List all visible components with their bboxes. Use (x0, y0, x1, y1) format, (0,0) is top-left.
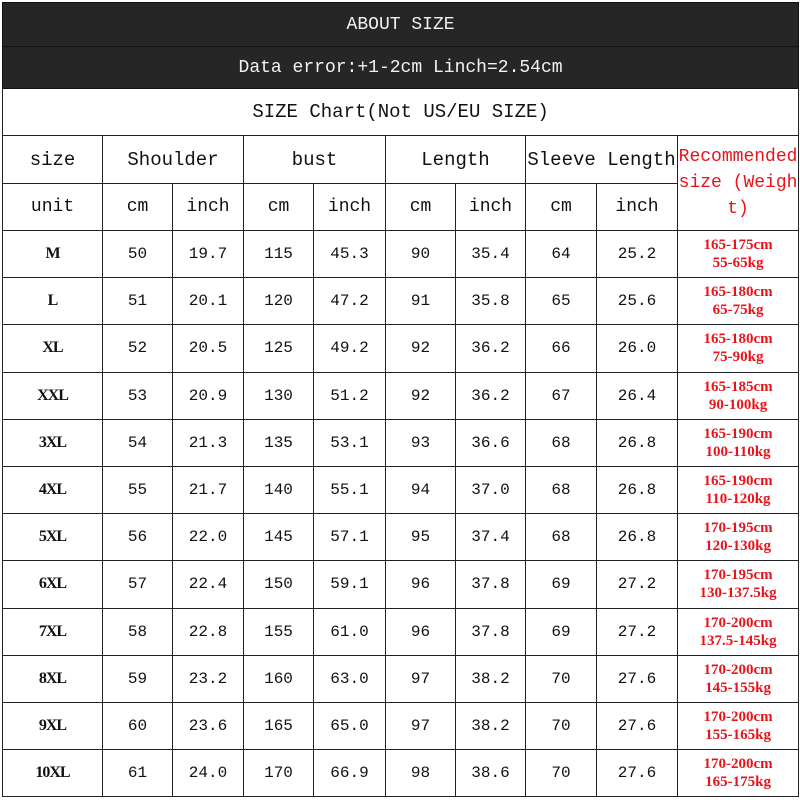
shoulder-cm-cell: 50 (103, 231, 173, 278)
length-inch-cell: 37.0 (456, 466, 526, 513)
recommended-cell (678, 466, 799, 513)
sleeve-inch-cell: 26.8 (597, 466, 678, 513)
size-cell: 7XL (3, 608, 103, 655)
shoulder-inch-cell: 23.2 (173, 655, 244, 702)
table-row (3, 655, 799, 702)
recommended-weight: 120-130kg (705, 538, 771, 555)
sleeve-inch-cell: 27.2 (597, 608, 678, 655)
bust-inch-cell: 49.2 (314, 325, 386, 372)
length-inch-cell: 38.2 (456, 655, 526, 702)
recommended-weight: 75-90kg (712, 349, 764, 366)
shoulder-cm-cell: 56 (103, 514, 173, 561)
recommended-cell (678, 750, 799, 797)
recommended-weight: 165-175kg (705, 774, 771, 791)
length-inch-cell: 36.2 (456, 325, 526, 372)
bust-inch-cell: 61.0 (314, 608, 386, 655)
sleeve-inch-cell: 26.0 (597, 325, 678, 372)
bust-inch-cell: 51.2 (314, 372, 386, 419)
unit-shoulder-cm: cm (103, 184, 173, 231)
sleeve-inch-cell: 27.2 (597, 561, 678, 608)
length-cm-cell: 96 (386, 561, 456, 608)
bust-cm-cell: 170 (244, 750, 314, 797)
table-row (3, 372, 799, 419)
bust-inch-cell: 65.0 (314, 702, 386, 749)
length-cm-cell: 95 (386, 514, 456, 561)
recommended-cell (678, 278, 799, 325)
recommended-cell (678, 372, 799, 419)
shoulder-cm-cell: 54 (103, 419, 173, 466)
recommended-cell (678, 655, 799, 702)
shoulder-cm-cell: 51 (103, 278, 173, 325)
size-cell: 9XL (3, 702, 103, 749)
unit-sleeve-cm: cm (526, 184, 597, 231)
recommended-height: 165-180cm (703, 284, 773, 301)
sleeve-inch-cell: 25.2 (597, 231, 678, 278)
size-cell: XL (3, 325, 103, 372)
recommended-weight: 55-65kg (712, 255, 764, 272)
recommended-cell (678, 419, 799, 466)
sleeve-inch-cell: 25.6 (597, 278, 678, 325)
size-table (2, 2, 799, 797)
recommended-cell (678, 702, 799, 749)
recommended-weight: 100-110kg (705, 443, 771, 460)
table-row (3, 750, 799, 797)
title-band (3, 3, 799, 47)
bust-cm-cell: 165 (244, 702, 314, 749)
shoulder-inch-cell: 22.8 (173, 608, 244, 655)
shoulder-inch-cell: 21.7 (173, 466, 244, 513)
header-row-groups (3, 136, 799, 184)
shoulder-cm-cell: 61 (103, 750, 173, 797)
shoulder-cm-cell: 59 (103, 655, 173, 702)
bust-cm-cell: 130 (244, 372, 314, 419)
size-cell: L (3, 278, 103, 325)
shoulder-inch-cell: 20.5 (173, 325, 244, 372)
size-cell: 5XL (3, 514, 103, 561)
header-bust: bust (244, 136, 386, 184)
shoulder-cm-cell: 60 (103, 702, 173, 749)
unit-length-inch: inch (456, 184, 526, 231)
note-band (3, 47, 799, 89)
recommended-cell (678, 325, 799, 372)
unit-bust-inch: inch (314, 184, 386, 231)
shoulder-inch-cell: 22.4 (173, 561, 244, 608)
data-error-note: Data error:+1-2cm Linch=2.54cm (3, 47, 799, 89)
length-inch-cell: 37.8 (456, 561, 526, 608)
size-cell: 3XL (3, 419, 103, 466)
sleeve-cm-cell: 69 (526, 608, 597, 655)
recommended-cell (678, 561, 799, 608)
sleeve-cm-cell: 66 (526, 325, 597, 372)
sleeve-cm-cell: 67 (526, 372, 597, 419)
size-chart (2, 2, 798, 797)
length-cm-cell: 98 (386, 750, 456, 797)
header-length: Length (386, 136, 526, 184)
sleeve-cm-cell: 70 (526, 750, 597, 797)
bust-cm-cell: 125 (244, 325, 314, 372)
shoulder-cm-cell: 57 (103, 561, 173, 608)
sleeve-cm-cell: 65 (526, 278, 597, 325)
chart-title-band (3, 89, 799, 136)
sleeve-cm-cell: 68 (526, 514, 597, 561)
sleeve-inch-cell: 27.6 (597, 702, 678, 749)
sleeve-cm-cell: 64 (526, 231, 597, 278)
size-cell: XXL (3, 372, 103, 419)
recommended-cell (678, 514, 799, 561)
size-cell: 4XL (3, 466, 103, 513)
recommended-weight: 137.5-145kg (699, 632, 777, 649)
bust-inch-cell: 59.1 (314, 561, 386, 608)
shoulder-inch-cell: 21.3 (173, 419, 244, 466)
length-inch-cell: 37.8 (456, 608, 526, 655)
header-recommended-size: Recommended size (Weight) (678, 136, 799, 231)
recommended-weight: 90-100kg (708, 396, 768, 413)
shoulder-cm-cell: 53 (103, 372, 173, 419)
unit-sleeve-inch: inch (597, 184, 678, 231)
table-row (3, 702, 799, 749)
shoulder-cm-cell: 52 (103, 325, 173, 372)
header-size: size (3, 136, 103, 184)
recommended-height: 170-200cm (703, 614, 773, 631)
sleeve-cm-cell: 68 (526, 466, 597, 513)
unit-shoulder-inch: inch (173, 184, 244, 231)
length-cm-cell: 93 (386, 419, 456, 466)
shoulder-inch-cell: 20.9 (173, 372, 244, 419)
recommended-height: 170-200cm (703, 756, 773, 773)
bust-inch-cell: 63.0 (314, 655, 386, 702)
size-cell: 8XL (3, 655, 103, 702)
length-inch-cell: 38.2 (456, 702, 526, 749)
bust-cm-cell: 120 (244, 278, 314, 325)
sleeve-inch-cell: 26.8 (597, 514, 678, 561)
table-row (3, 514, 799, 561)
header-sleeve-length: Sleeve Length (526, 136, 678, 184)
sleeve-cm-cell: 70 (526, 702, 597, 749)
recommended-cell (678, 608, 799, 655)
bust-inch-cell: 55.1 (314, 466, 386, 513)
recommended-height: 170-200cm (703, 661, 773, 678)
length-inch-cell: 35.4 (456, 231, 526, 278)
recommended-cell (678, 231, 799, 278)
length-cm-cell: 92 (386, 372, 456, 419)
bust-cm-cell: 160 (244, 655, 314, 702)
sleeve-inch-cell: 27.6 (597, 655, 678, 702)
bust-cm-cell: 155 (244, 608, 314, 655)
bust-cm-cell: 145 (244, 514, 314, 561)
sleeve-inch-cell: 26.8 (597, 419, 678, 466)
table-row (3, 325, 799, 372)
shoulder-inch-cell: 24.0 (173, 750, 244, 797)
sleeve-cm-cell: 68 (526, 419, 597, 466)
recommended-weight: 155-165kg (705, 726, 771, 743)
length-cm-cell: 92 (386, 325, 456, 372)
table-row (3, 466, 799, 513)
bust-inch-cell: 66.9 (314, 750, 386, 797)
recommended-weight: 145-155kg (705, 679, 771, 696)
header-unit: unit (3, 184, 103, 231)
sleeve-cm-cell: 70 (526, 655, 597, 702)
table-row (3, 278, 799, 325)
sleeve-inch-cell: 27.6 (597, 750, 678, 797)
length-cm-cell: 97 (386, 655, 456, 702)
bust-cm-cell: 135 (244, 419, 314, 466)
bust-inch-cell: 57.1 (314, 514, 386, 561)
recommended-weight: 130-137.5kg (699, 585, 777, 602)
recommended-height: 170-200cm (703, 708, 773, 725)
recommended-height: 165-190cm (703, 425, 773, 442)
recommended-height: 165-185cm (703, 378, 773, 395)
length-cm-cell: 90 (386, 231, 456, 278)
recommended-height: 165-190cm (703, 473, 773, 490)
bust-cm-cell: 140 (244, 466, 314, 513)
size-cell: 10XL (3, 750, 103, 797)
shoulder-inch-cell: 19.7 (173, 231, 244, 278)
size-cell: M (3, 231, 103, 278)
length-inch-cell: 36.6 (456, 419, 526, 466)
chart-title: SIZE Chart(Not US/EU SIZE) (3, 89, 799, 136)
table-row (3, 419, 799, 466)
shoulder-cm-cell: 55 (103, 466, 173, 513)
page-title: ABOUT SIZE (3, 3, 799, 47)
recommended-height: 170-195cm (703, 567, 773, 584)
bust-cm-cell: 150 (244, 561, 314, 608)
shoulder-inch-cell: 22.0 (173, 514, 244, 561)
bust-inch-cell: 47.2 (314, 278, 386, 325)
header-shoulder: Shoulder (103, 136, 244, 184)
sleeve-cm-cell: 69 (526, 561, 597, 608)
size-cell: 6XL (3, 561, 103, 608)
unit-length-cm: cm (386, 184, 456, 231)
table-row (3, 608, 799, 655)
table-row (3, 231, 799, 278)
length-inch-cell: 38.6 (456, 750, 526, 797)
length-inch-cell: 37.4 (456, 514, 526, 561)
bust-inch-cell: 53.1 (314, 419, 386, 466)
length-cm-cell: 96 (386, 608, 456, 655)
length-inch-cell: 35.8 (456, 278, 526, 325)
length-inch-cell: 36.2 (456, 372, 526, 419)
bust-inch-cell: 45.3 (314, 231, 386, 278)
bust-cm-cell: 115 (244, 231, 314, 278)
length-cm-cell: 91 (386, 278, 456, 325)
recommended-height: 165-180cm (703, 331, 773, 348)
length-cm-cell: 94 (386, 466, 456, 513)
sleeve-inch-cell: 26.4 (597, 372, 678, 419)
recommended-height: 170-195cm (703, 520, 773, 537)
length-cm-cell: 97 (386, 702, 456, 749)
recommended-height: 165-175cm (703, 237, 773, 254)
shoulder-cm-cell: 58 (103, 608, 173, 655)
recommended-weight: 65-75kg (712, 302, 764, 319)
table-row (3, 561, 799, 608)
shoulder-inch-cell: 20.1 (173, 278, 244, 325)
unit-bust-cm: cm (244, 184, 314, 231)
shoulder-inch-cell: 23.6 (173, 702, 244, 749)
recommended-weight: 110-120kg (705, 491, 771, 508)
